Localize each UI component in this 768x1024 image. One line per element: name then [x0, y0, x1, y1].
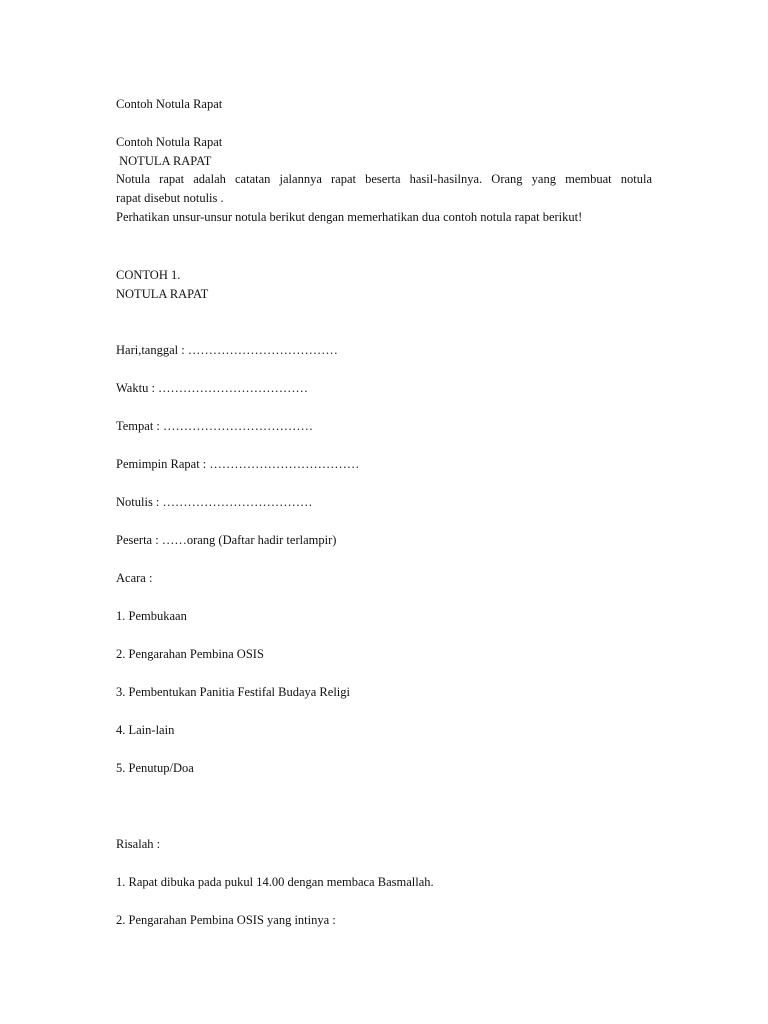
intro-line-1: Notula rapat adalah catatan jalannya rapat beserta hasil-hasilnya. Orang yang membuat notula: [116, 172, 652, 186]
field-time: Waktu : ………………………………: [116, 381, 309, 395]
field-note-taker: Notulis : ………………………………: [116, 495, 313, 509]
agenda-item: 1. Pembukaan: [116, 609, 187, 623]
intro-line-3: Perhatikan unsur-unsur notula berikut dengan memerhatikan dua contoh notula rapat berikut!: [116, 210, 583, 224]
intro-paragraph: [116, 170, 652, 227]
minutes-label: Risalah :: [116, 837, 161, 851]
agenda-item: 2. Pengarahan Pembina OSIS: [116, 647, 264, 661]
document-subheading: Contoh Notula Rapat: [116, 135, 223, 149]
example-label: CONTOH 1.: [116, 268, 181, 282]
agenda-item: 4. Lain-lain: [116, 723, 175, 737]
example-title: NOTULA RAPAT: [116, 287, 209, 301]
field-participants: Peserta : ……orang (Daftar hadir terlampir): [116, 533, 337, 547]
minutes-item: 1. Rapat dibuka pada pukul 14.00 dengan membaca Basmallah.: [116, 875, 434, 889]
section-title: NOTULA RAPAT: [116, 154, 212, 168]
agenda-item: 3. Pembentukan Panitia Festifal Budaya Religi: [116, 685, 350, 699]
field-leader: Pemimpin Rapat : ………………………………: [116, 457, 360, 471]
field-place: Tempat : ………………………………: [116, 419, 314, 433]
agenda-item: 5. Penutup/Doa: [116, 761, 194, 775]
agenda-label: Acara :: [116, 571, 153, 585]
field-date: Hari,tanggal : ………………………………: [116, 343, 338, 357]
intro-line-2: rapat disebut notulis .: [116, 191, 224, 205]
document-heading: Contoh Notula Rapat: [116, 97, 223, 111]
minutes-item: 2. Pengarahan Pembina OSIS yang intinya :: [116, 913, 336, 927]
